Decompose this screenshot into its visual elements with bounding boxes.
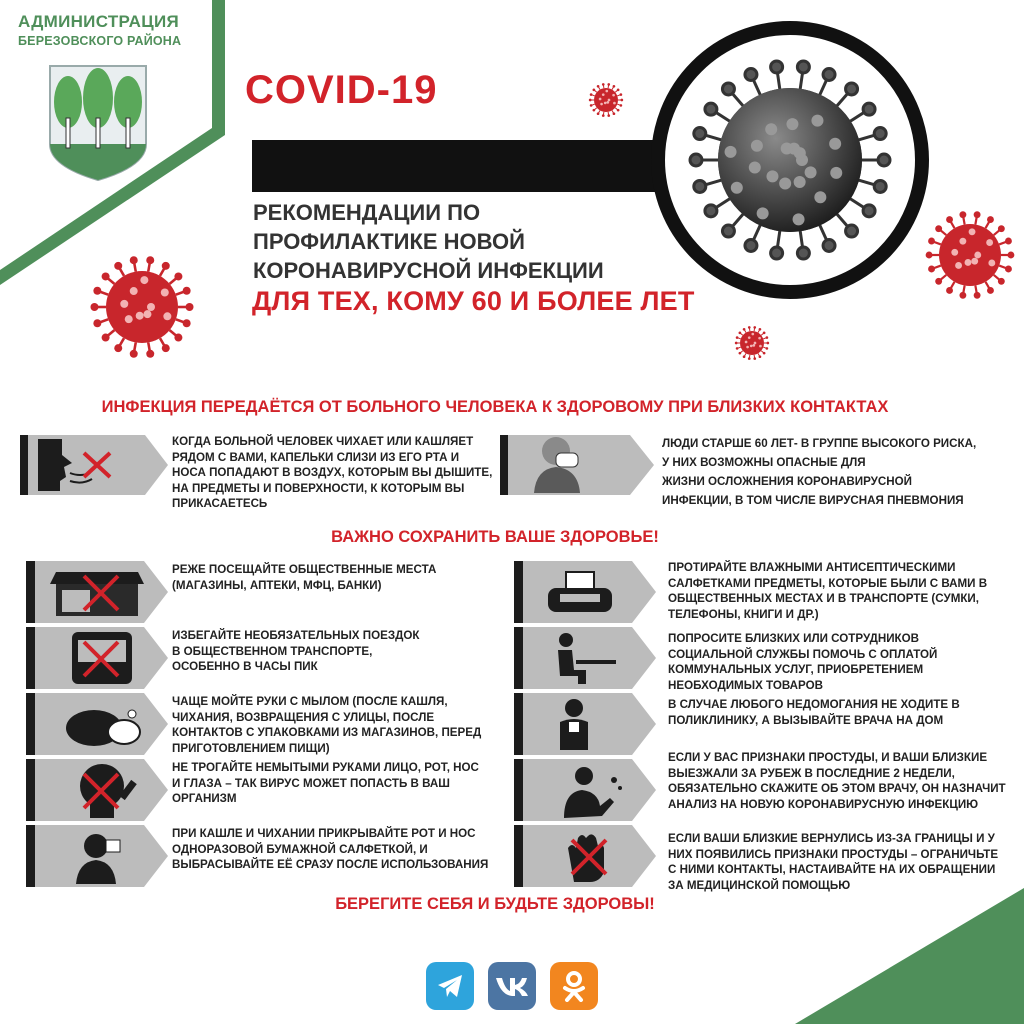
recommendation-banner bbox=[514, 824, 658, 888]
recommendation-text: НЕ ТРОГАЙТЕ НЕМЫТЫМИ РУКАМИ ЛИЦО, РОТ, НОС И ГЛАЗА – ТАК ВИРУС МОЖЕТ ПОПАСТЬ В ВАШ ОРГАНИЗМ bbox=[172, 761, 479, 805]
recommendation-text: ЕСЛИ У ВАС ПРИЗНАКИ ПРОСТУДЫ, И ВАШИ БЛИЗКИЕ ВЫЕЗЖАЛИ ЗА РУБЕЖ В ПОСЛЕДНИЕ 2 НЕДЕЛИ, ОБЯЗАТЕЛЬНО СКАЖИТЕ ОБ ЭТОМ ВРАЧУ, ОН НАЗНАЧИТ АНАЛИЗ НА НОВУЮ КОРОНАВИРУСНУЮ ИНФЕКЦИЮ bbox=[668, 751, 1006, 811]
virus-red-icon bbox=[90, 255, 194, 359]
coat-of-arms-icon bbox=[46, 62, 150, 184]
odnoklassniki-icon[interactable] bbox=[550, 962, 598, 1010]
recommendation-banner bbox=[514, 758, 658, 822]
virus-red-icon bbox=[734, 325, 770, 361]
virus-magnified-icon bbox=[688, 58, 892, 262]
shop-crossed-icon bbox=[50, 572, 144, 616]
recommendation-text: ПОПРОСИТЕ БЛИЗКИХ ИЛИ СОТРУДНИКОВ СОЦИАЛЬНОЙ СЛУЖБЫ ПОМОЧЬ С ОПЛАТОЙ КОММУНАЛЬНЫХ УСЛУГ, ПРИОБРЕТЕНИЕМ НЕОБХОДИМЫХ ТОВАРОВ bbox=[668, 632, 938, 692]
recommendation-banner bbox=[26, 758, 170, 822]
age-group-heading: ДЛЯ ТЕХ, КОМУ 60 И БОЛЕЕ ЛЕТ bbox=[252, 286, 695, 316]
recommendation-text: ПРИ КАШЛЕ И ЧИХАНИИ ПРИКРЫВАЙТЕ РОТ И НОС ОДНОРАЗОВОЙ БУМАЖНОЙ САЛФЕТКОЙ, И ВЫБРАСЫВАЙТЕ ЕЁ СРАЗУ ПОСЛЕ ИСПОЛЬЗОВАНИЯ bbox=[172, 827, 489, 871]
recommendation-text: ЕСЛИ ВАШИ БЛИЗКИЕ ВЕРНУЛИСЬ ИЗ-ЗА ГРАНИЦЫ И У НИХ ПОЯВИЛИСЬ ПРИЗНАКИ ПРОСТУДЫ – ОГРАНИЧЬТЕ С НИМИ КОНТАКТЫ, НАСТАИВАЙТЕ НА ИХ ОБРАЩЕНИИ ЗА МЕДИЦИНСКОЙ ПОМОЩЬЮ bbox=[668, 832, 999, 892]
administration-title: АДМИНИСТРАЦИЯ bbox=[18, 12, 180, 31]
infection-right-text: ЛЮДИ СТАРШЕ 60 ЛЕТ- В ГРУППЕ ВЫСОКОГО РИСКА, У НИХ ВОЗМОЖНЫ ОПАСНЫЕ ДЛЯ ЖИЗНИ ОСЛОЖНЕНИЯ КОРОНАВИРУСНОЙ ИНФЕКЦИИ, В ТОМ ЧИСЛЕ ВИРУСНАЯ ПНЕВМОНИЯ bbox=[662, 437, 977, 507]
hand-wash-icon bbox=[66, 710, 140, 746]
closing-heading: БЕРЕГИТЕ СЕБЯ И БУДЬТЕ ЗДОРОВЫ! bbox=[335, 895, 655, 913]
health-heading: ВАЖНО СОХРАНИТЬ ВАШЕ ЗДОРОВЬЕ! bbox=[331, 528, 659, 546]
administration-subtitle: БЕРЕЗОВСКОГО РАЙОНА bbox=[18, 34, 182, 48]
recommendation-banner bbox=[26, 626, 170, 690]
telegram-icon[interactable] bbox=[426, 962, 474, 1010]
virus-red-icon bbox=[588, 82, 624, 118]
recommendation-banner bbox=[514, 626, 658, 690]
recommendation-banner bbox=[26, 824, 170, 888]
recommendation-text: ИЗБЕГАЙТЕ НЕОБЯЗАТЕЛЬНЫХ ПОЕЗДОК В ОБЩЕСТВЕННОМ ТРАНСПОРТЕ, ОСОБЕННО В ЧАСЫ ПИК bbox=[172, 629, 420, 673]
recommendation-banner bbox=[26, 692, 170, 756]
elderly-banner bbox=[500, 433, 656, 497]
recommendation-text: РЕЖЕ ПОСЕЩАЙТЕ ОБЩЕСТВЕННЫЕ МЕСТА (МАГАЗИНЫ, АПТЕКИ, МФЦ, БАНКИ) bbox=[172, 563, 437, 592]
infection-heading: ИНФЕКЦИЯ ПЕРЕДАЁТСЯ ОТ БОЛЬНОГО ЧЕЛОВЕКА К ЗДОРОВОМУ ПРИ БЛИЗКИХ КОНТАКТАХ bbox=[101, 398, 889, 416]
vk-icon[interactable] bbox=[488, 962, 536, 1010]
sneeze-banner bbox=[20, 433, 170, 497]
recommendation-text: ПРОТИРАЙТЕ ВЛАЖНЫМИ АНТИСЕПТИЧЕСКИМИ САЛФЕТКАМИ ПРЕДМЕТЫ, КОТОРЫЕ БЫЛИ С ВАМИ В ОБЩЕСТВЕННЫХ МЕСТАХ И В ТРАНСПОРТЕ (СУМКИ, ТЕЛЕФОНЫ, КНИГИ И ДР.) bbox=[668, 561, 988, 621]
recommendation-banner bbox=[514, 692, 658, 756]
virus-red-icon bbox=[925, 210, 1015, 300]
recommendation-banner bbox=[514, 560, 658, 624]
recommendation-text: В СЛУЧАЕ ЛЮБОГО НЕДОМОГАНИЯ НЕ ХОДИТЕ В ПОЛИКЛИНИКУ, А ВЫЗЫВАЙТЕ ВРАЧА НА ДОМ bbox=[668, 698, 960, 727]
recommendation-text: ЧАЩЕ МОЙТЕ РУКИ С МЫЛОМ (ПОСЛЕ КАШЛЯ, ЧИХАНИЯ, ВОЗВРАЩЕНИЯ С УЛИЦЫ, ПОСЛЕ КОНТАКТОВ С УПАКОВКАМИ ИЗ МАГАЗИНОВ, ПЕРЕД ПРИГОТОВЛЕНИЕМ ПИЩИ) bbox=[172, 695, 482, 755]
covid-title: COVID-19 bbox=[245, 68, 438, 112]
bus-crossed-icon bbox=[72, 632, 132, 684]
recommendations-heading: РЕКОМЕНДАЦИИ ПО ПРОФИЛАКТИКЕ НОВОЙ КОРОНАВИРУСНОЙ ИНФЕКЦИИ bbox=[253, 200, 604, 283]
infection-left-text: КОГДА БОЛЬНОЙ ЧЕЛОВЕК ЧИХАЕТ ИЛИ КАШЛЯЕТ РЯДОМ С ВАМИ, КАПЕЛЬКИ СЛИЗИ ИЗ ЕГО РТА И НОСА ПОПАДАЮТ В ВОЗДУХ, КОТОРЫМ ВЫ ДЫШИТЕ, НА ПРЕДМЕТЫ И ПОВЕРХНОСТИ, К КОТОРЫМ ВЫ ПРИКАСАЕТЕСЬ bbox=[172, 435, 493, 510]
recommendation-banner bbox=[26, 560, 170, 624]
